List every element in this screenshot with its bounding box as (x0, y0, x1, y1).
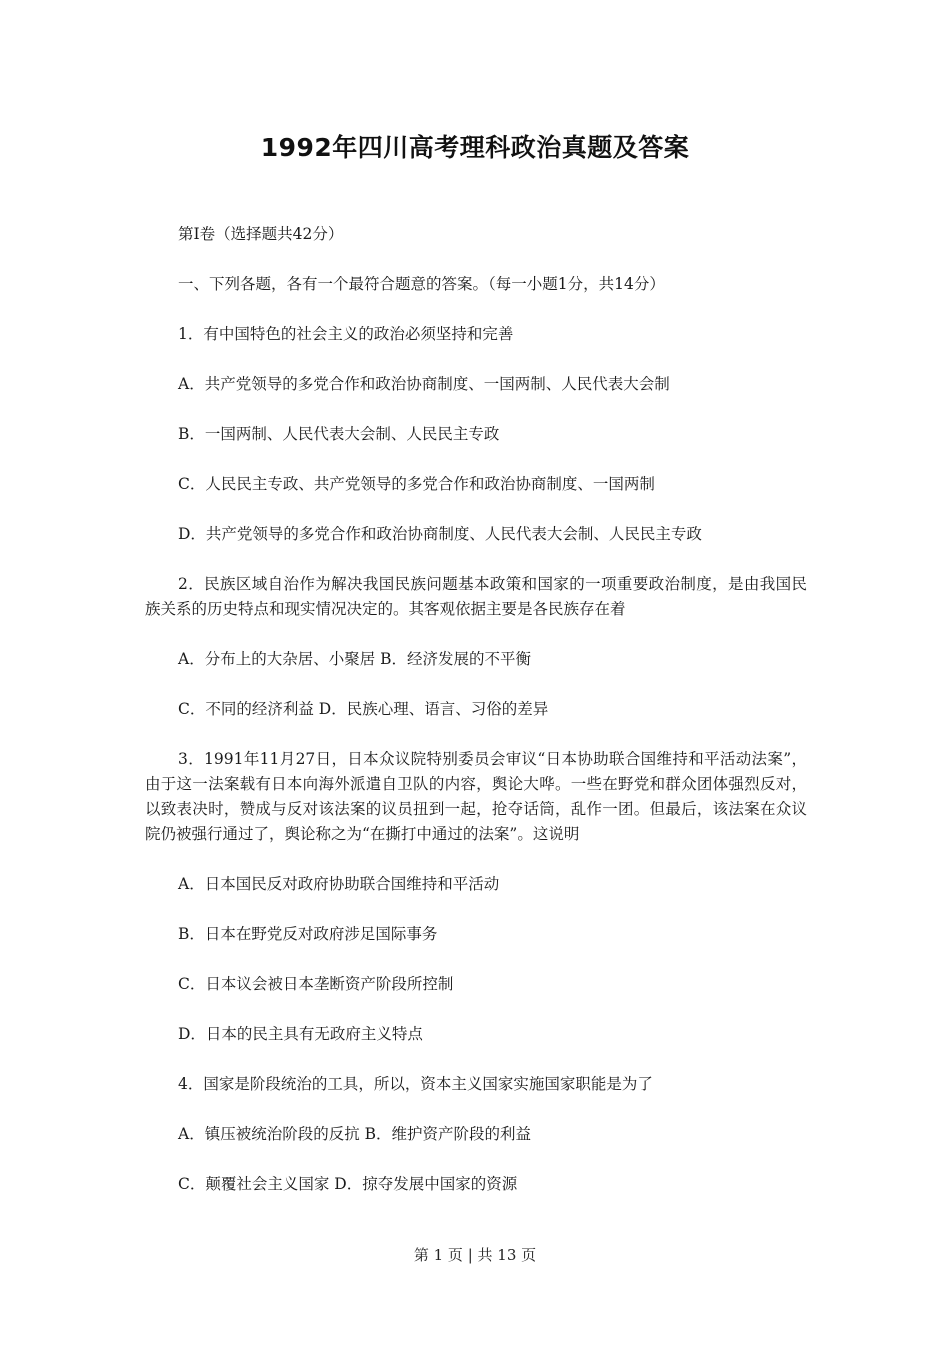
question-3-option-b: B．日本在野党反对政府涉足国际事务 (178, 925, 438, 943)
question-4: 4．国家是阶段统治的工具，所以，资本主义国家实施国家职能是为了 (178, 1075, 653, 1093)
question-3: 3．1991年11月27日，日本众议院特别委员会审议“日本协助联合国维持和平活动法案”，由于这一法案载有日本向海外派遣自卫队的内容，舆论大哗。一些在野党和群众团体强烈反对，以致表决时，赞成与反对该法案的议员扭到一起，抢夺话筒，乱作一团。但最后，该法案在众议院仍被强行通过了，舆论称之为“在撕打中通过的法案”。这说明 (145, 750, 807, 843)
document-title: 1992年四川高考理科政治真题及答案 (260, 133, 690, 162)
question-2-options-ab: A．分布上的大杂居、小聚居 B．经济发展的不平衡 (178, 650, 532, 668)
question-1-option-a: A．共产党领导的多党合作和政治协商制度、一国两制、人民代表大会制 (178, 375, 670, 393)
section-instructions: 一、下列各题，各有一个最符合题意的答案。（每一小题1分，共14分） (178, 275, 665, 293)
question-3-option-d: D．日本的民主具有无政府主义特点 (178, 1025, 423, 1043)
question-2-options-cd: C．不同的经济利益 D．民族心理、语言、习俗的差异 (178, 700, 549, 718)
document-body (145, 222, 807, 1222)
question-4-options-ab: A．镇压被统治阶段的反抗 B．维护资产阶段的利益 (178, 1125, 532, 1143)
question-4-options-cd: C．颠覆社会主义国家 D．掠夺发展中国家的资源 (178, 1175, 518, 1193)
page-footer: 第 1 页 | 共 13 页 (413, 1246, 537, 1264)
question-1-option-c: C．人民民主专政、共产党领导的多党合作和政治协商制度、一国两制 (178, 475, 655, 493)
question-1: 1．有中国特色的社会主义的政治必须坚持和完善 (178, 325, 514, 343)
question-2: 2．民族区域自治作为解决我国民族问题基本政策和国家的一项重要政治制度，是由我国民族关系的历史特点和现实情况决定的。其客观依据主要是各民族存在着 (145, 575, 807, 618)
question-3-option-c: C．日本议会被日本垄断资产阶段所控制 (178, 975, 454, 993)
question-1-option-b: B．一国两制、人民代表大会制、人民民主专政 (178, 425, 500, 443)
question-1-option-d: D．共产党领导的多党合作和政治协商制度、人民代表大会制、人民民主专政 (178, 525, 702, 543)
question-3-option-a: A．日本国民反对政府协助联合国维持和平活动 (178, 875, 500, 893)
section-header: 第I卷（选择题共42分） (178, 225, 344, 243)
